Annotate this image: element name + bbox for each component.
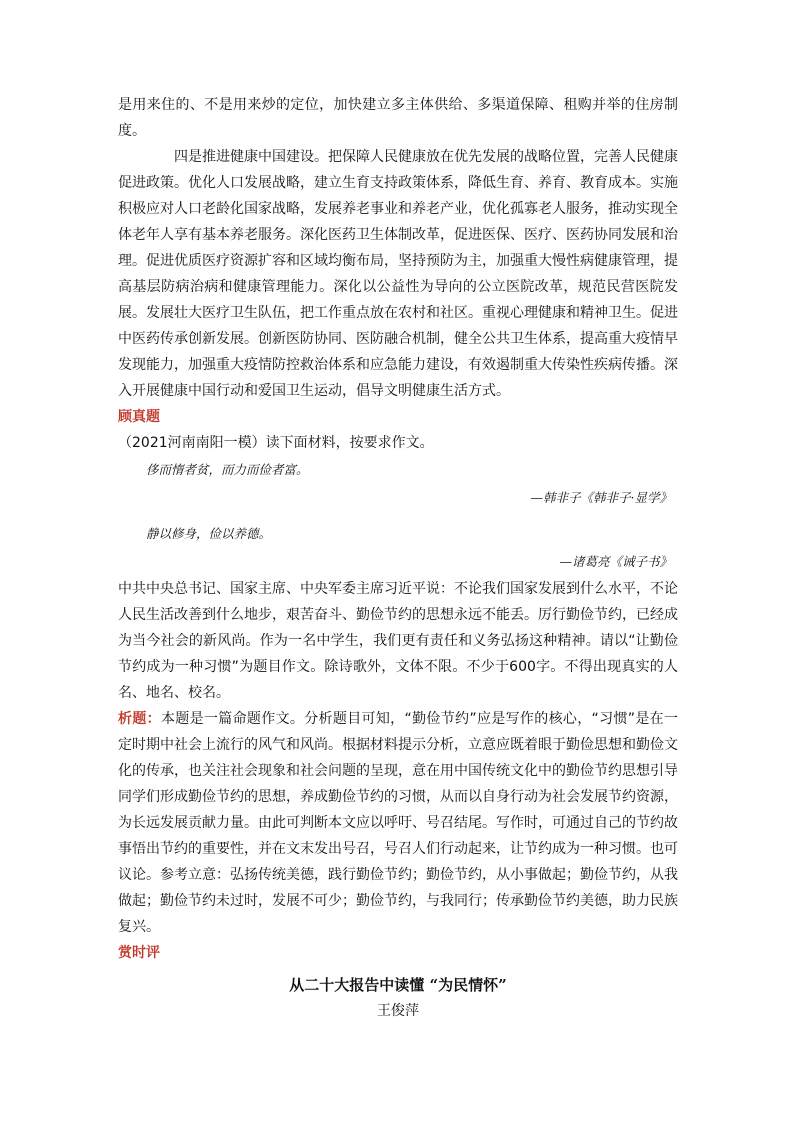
analysis-label: 析题：: [118, 711, 161, 727]
section-heading-exam: 顾真题: [118, 409, 160, 425]
document-page: [118, 92, 678, 1024]
writing-prompt: 中共中央总书记、国家主席、中央军委主席习近平说：不论我们国家发展到什么水平，不论人民生活改善到什么地步，艰苦奋斗、勤俭节约的思想永远不能丢。厉行勤俭节约，已经成为当今社会的新风尚。作为一名中学生，我们更有责任和义务弘扬这种精神。请以“让勤俭节约成为一种习惯”为题目作文。除诗歌外，文体不限。不少于600字。不得出现真实的人名、地名、校名。: [118, 581, 678, 701]
quote-hanfeizi: 侈而惰者贫，而力而俭者富。: [146, 462, 309, 477]
quote-zhugeliang: 静以修身，俭以养德。: [146, 526, 272, 541]
paragraph-housing: 是用来住的、不是用来炒的定位，加快建立多主体供给、多渠道保障、租购并举的住房制度。: [118, 97, 678, 139]
section-heading-commentary: 赏时评: [118, 945, 160, 961]
article-title: 从二十大报告中读懂 “为民情怀”: [289, 976, 507, 994]
quote-zhugeliang-source: —诸葛亮《诫子书》: [559, 554, 672, 569]
quote-hanfeizi-source: —韩非子《韩非子·显学》: [530, 490, 672, 505]
article-author: 王俊萍: [377, 1003, 419, 1019]
analysis-paragraph: [118, 706, 678, 940]
paragraph-health: 四是推进健康中国建设。把保障人民健康放在优先发展的战略位置，完善人民健康促进政策。优化人口发展战略，建立生育支持政策体系，降低生育、养育、教育成本。实施积极应对人口老龄化国家战略，发展养老事业和养老产业，优化孤寡老人服务，推动实现全体老年人享有基本养老服务。深化医药卫生体制改革，促进医保、医疗、医药协同发展和治理。促进优质医疗资源扩容和区域均衡布局，坚持预防为主，加强重大慢性病健康管理，提高基层防病治病和健康管理能力。深化以公益性为导向的公立医院改革，规范民营医院发展。发展壮大医疗卫生队伍，把工作重点放在农村和社区。重视心理健康和精神卫生。促进中医药传承创新发展。创新医防协同、医防融合机制，健全公共卫生体系，提高重大疫情早发现能力，加强重大疫情防控救治体系和应急能力建设，有效遏制重大传染性疾病传播。深入开展健康中国行动和爱国卫生运动，倡导文明健康生活方式。: [118, 149, 678, 399]
analysis-text: 本题是一篇命题作文。分析题目可知，“勤俭节约”应是写作的核心，“习惯”是在一定时期中社会上流行的风气和风尚。根据材料提示分析，立意应既着眼于勤俭思想和勤俭文化的传承，也关注社会现象和社会问题的呈现，意在用中国传统文化中的勤俭节约思想引导同学们形成勤俭节约的思想，养成勤俭节约的习惯，从而以自身行动为社会发展节约资源，为长远发展贡献力量。由此可判断本文应以呼吁、号召结尾。写作时，可通过自己的节约故事悟出节约的重要性，并在文末发出号召，号召人们行动起来，让节约成为一种习惯。也可议论。参考立意：弘扬传统美德，践行勤俭节约；勤俭节约，从小事做起；勤俭节约，从我做起；勤俭节约未过时，发展不可少；勤俭节约，与我同行；传承勤俭节约美德，助力民族复兴。: [118, 711, 679, 935]
exam-intro: （2021河南南阳一模）读下面材料，按要求作文。: [118, 435, 434, 451]
